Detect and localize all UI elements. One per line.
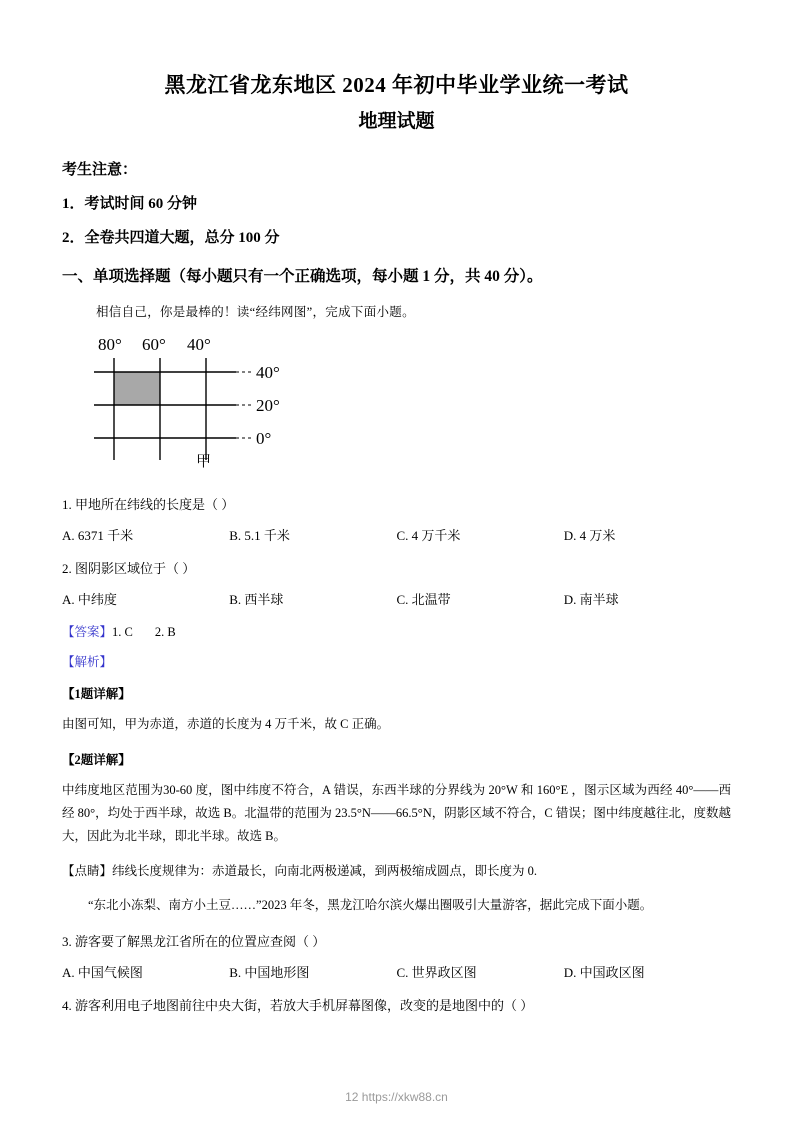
svg-text:20°: 20° bbox=[256, 396, 280, 415]
question-2-option-c[interactable]: C. 北温带 bbox=[396, 592, 451, 607]
explanation-1-heading: 【1题详解】 bbox=[62, 687, 131, 701]
question-1-option-c[interactable]: C. 4 万千米 bbox=[396, 528, 461, 543]
question-3-stem: 3. 游客要了解黑龙江省所在的位置应查阅（ ） bbox=[62, 933, 326, 949]
material-lead-1: 相信自己，你是最棒的！读“经纬网图”，完成下面小题。 bbox=[96, 305, 415, 319]
question-3-option-b[interactable]: B. 中国地形图 bbox=[229, 964, 310, 980]
analysis-tag: 【解析】 bbox=[62, 655, 113, 669]
question-1-option-d[interactable]: D. 4 万米 bbox=[563, 528, 616, 543]
explanation-1-body: 由图可知，甲为赤道，赤道的长度为 4 万千米，故 C 正确。 bbox=[62, 717, 390, 731]
svg-text:80°: 80° bbox=[98, 335, 122, 354]
question-2-option-a[interactable]: A. 中纬度 bbox=[62, 592, 117, 607]
question-2-options bbox=[62, 589, 731, 608]
section-heading-1: 一、单项选择题（每小题只有一个正确选项，每小题 1 分，共 40 分）。 bbox=[62, 268, 543, 285]
svg-text:60°: 60° bbox=[142, 335, 166, 354]
question-3-options bbox=[62, 962, 731, 981]
explanation-2-body: 中纬度地区范围为30-60 度，图中纬度不符合，A 错误，东西半球的分界线为 20°W 和 160°E ，图示区域为西经 40°——西经 80°，均处于西半球，故选 B。北温带的范围为 23.5°N——66.5°N，阴影区域不符合，C 错误；图中纬度越往北，度数越大，因此为北半球，即北半球。故选 B。 bbox=[62, 783, 731, 844]
question-2-option-b[interactable]: B. 西半球 bbox=[229, 592, 284, 607]
explanation-2-heading: 【2题详解】 bbox=[62, 753, 131, 768]
svg-text:40°: 40° bbox=[256, 363, 280, 382]
page-title: 黑龙江省龙东地区 2024 年初中毕业学业统一考试 bbox=[164, 73, 629, 97]
notice-heading: 考生注意： bbox=[62, 162, 138, 178]
question-1-option-a[interactable]: A. 6371 千米 bbox=[62, 528, 134, 543]
question-1-options bbox=[62, 525, 731, 544]
notice-line-1: 1．考试时间 60 分钟 bbox=[62, 196, 198, 212]
grid-diagram-svg bbox=[84, 332, 384, 477]
notice-line-2: 2．全卷共四道大题，总分 100 分 bbox=[62, 230, 280, 246]
page-footer: 12 https://xkw88.cn bbox=[345, 1090, 448, 1104]
question-4-stem: 4. 游客利用电子地图前往中央大街，若放大手机屏幕图像，改变的是地图中的（ ） bbox=[62, 997, 534, 1013]
svg-text:甲: 甲 bbox=[196, 454, 212, 470]
answer-block bbox=[62, 622, 731, 640]
svg-text:40°: 40° bbox=[187, 335, 211, 354]
pointer-note: 【点睛】纬线长度规律为：赤道最长，向南北两极递减，到两极缩成圆点，即长度为 0. bbox=[62, 863, 538, 878]
question-2-option-d[interactable]: D. 南半球 bbox=[563, 592, 619, 607]
question-1-option-b[interactable]: B. 5.1 千米 bbox=[229, 528, 290, 543]
question-3-option-a[interactable]: A. 中国气候图 bbox=[62, 964, 143, 980]
answer-1: 1. C bbox=[112, 625, 133, 639]
question-2-stem: 2. 图阴影区域位于（ ） bbox=[62, 561, 196, 576]
question-3-option-c[interactable]: C. 世界政区图 bbox=[396, 964, 477, 980]
svg-text:0°: 0° bbox=[256, 429, 272, 448]
material-lead-2: “东北小冻梨、南方小土豆……”2023 年冬，黑龙江哈尔滨火爆出圈吸引大量游客，据此完成下面小题。 bbox=[88, 897, 653, 912]
answer-2: 2. B bbox=[154, 625, 176, 639]
latitude-longitude-figure bbox=[84, 332, 731, 480]
question-1-stem: 1. 甲地所在纬线的长度是（ ） bbox=[62, 497, 235, 512]
page-subtitle: 地理试题 bbox=[358, 110, 435, 132]
question-3-option-d[interactable]: D. 中国政区图 bbox=[563, 964, 645, 980]
answer-tag: 【答案】 bbox=[62, 625, 113, 639]
